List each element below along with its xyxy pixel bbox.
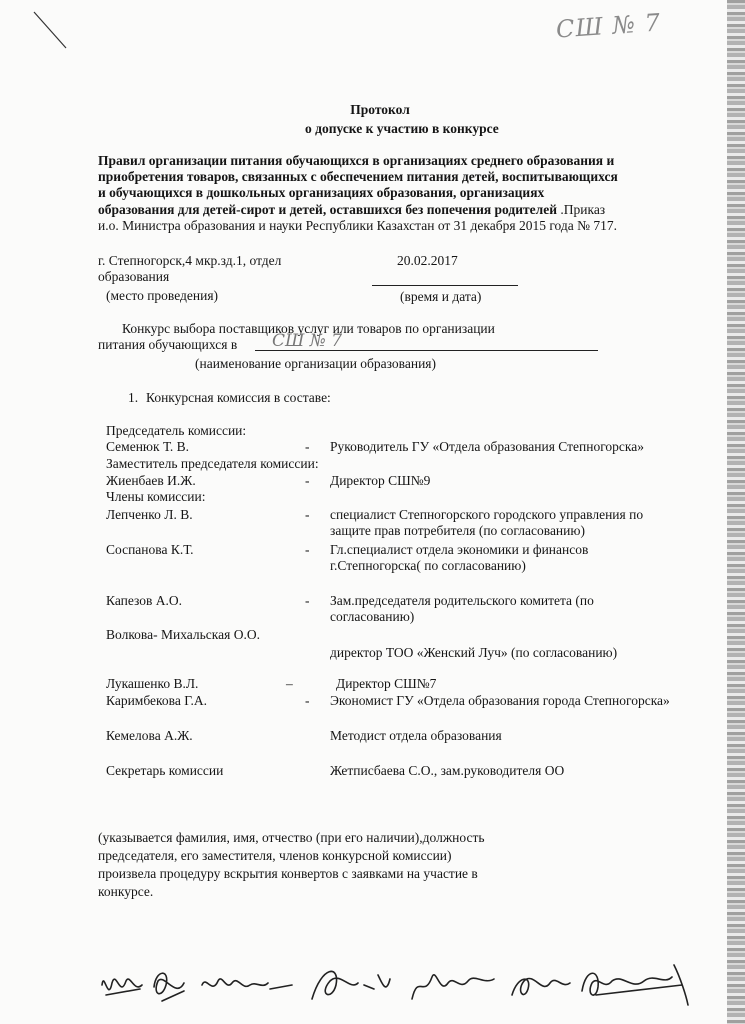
member-2-role-line-1: Гл.специалист отдела экономики и финансов: [330, 542, 589, 557]
member-1-role-line-2: защите прав потребителя (по согласованию): [330, 523, 585, 538]
member-6-role: Экономист ГУ «Отдела образования города Степногорска»: [330, 693, 670, 708]
member-2-role-line-2: г.Степногорска( по согласованию): [330, 558, 526, 573]
footer-line-1: (указывается фамилия, имя, отчество (при его наличии),должность: [98, 830, 485, 845]
contest-line-2: питания обучающихся в: [98, 337, 238, 352]
scan-edge: [727, 0, 745, 1024]
member-5-role: Директор СШ№7: [336, 676, 437, 691]
pen-mark: [32, 10, 72, 50]
member-7-name: Кемелова А.Ж.: [106, 728, 193, 743]
date-label: (время и дата): [400, 289, 482, 304]
contest-handwritten-school: СШ № 7: [272, 331, 343, 351]
place-line-1: г. Степногорск,4 мкр.зд.1, отдел: [98, 253, 282, 268]
place-label: (место проведения): [106, 288, 219, 303]
contest-line-1: Конкурс выбора поставщиков услуг или товаров по организации: [122, 321, 495, 336]
document-title: Протокол: [350, 102, 410, 117]
member-3-role-line-2: согласованию): [330, 609, 415, 624]
deputy-name: Жиенбаев И.Ж.: [106, 473, 196, 488]
rules-line-5: и.о. Министра образования и науки Республики Казахстан от 31 декабря 2015 года № 717.: [98, 218, 618, 233]
document-subtitle: о допуске к участию в конкурсе: [305, 121, 499, 136]
deputy-dash: -: [305, 473, 310, 488]
member-1-role-line-1: специалист Степногорского городского управления по: [330, 507, 644, 522]
member-7-role: Методист отдела образования: [330, 728, 502, 743]
signatures: [92, 955, 692, 1015]
chair-role: Руководитель ГУ «Отдела образования Степногорска»: [330, 439, 644, 454]
member-6-name: Каримбекова Г.А.: [106, 693, 207, 708]
deputy-heading: Заместитель председателя комиссии:: [106, 456, 319, 471]
secretary-label: Секретарь комиссии: [106, 763, 224, 778]
rules-line-3: и обучающихся в дошкольных организациях образования, организациях: [98, 185, 545, 200]
section-1-title: Конкурсная комиссия в составе:: [146, 390, 331, 405]
member-2-dash: -: [305, 542, 310, 557]
date-value: 20.02.2017: [397, 253, 458, 268]
rules-line-4-bold: образования для детей-сирот и детей, оставшихся без попечения родителей: [98, 202, 557, 217]
corner-handwritten-note: СШ № 7: [555, 8, 662, 44]
member-6-dash: -: [305, 693, 310, 708]
chair-name: Семенюк Т. В.: [106, 439, 189, 454]
member-3-name: Капезов А.О.: [106, 593, 183, 608]
footer-line-3: произвела процедуру вскрытия конвертов с заявками на участие в: [98, 866, 478, 881]
member-5-name: Лукашенко В.Л.: [106, 676, 199, 691]
date-underline: [372, 285, 518, 286]
rules-line-4-rest: .Приказ: [556, 202, 606, 217]
member-3-role-line-1: Зам.председателя родительского комитета (по: [330, 593, 594, 608]
member-1-name: Лепченко Л. В.: [106, 507, 193, 522]
member-2-name: Соспанова К.Т.: [106, 542, 194, 557]
secretary-name: Жетписбаева С.О., зам.руководителя ОО: [330, 763, 565, 778]
place-line-2: образования: [98, 269, 170, 284]
member-1-dash: -: [305, 507, 310, 522]
chair-heading: Председатель комиссии:: [106, 423, 247, 438]
member-5-dash: –: [286, 676, 293, 691]
section-1-number: 1.: [128, 390, 139, 405]
chair-dash: -: [305, 439, 310, 454]
members-heading: Члены комиссии:: [106, 489, 206, 504]
rules-line-4: [98, 202, 605, 218]
rules-line-1: Правил организации питания обучающихся в организациях среднего образования и: [98, 153, 615, 168]
deputy-role: Директор СШ№9: [330, 473, 431, 488]
contest-label: (наименование организации образования): [195, 356, 437, 371]
rules-line-2: приобретения товаров, связанных с обеспечением питания детей, воспитывающихся: [98, 169, 618, 184]
footer-line-4: конкурсе.: [98, 884, 154, 899]
member-4-role: директор ТОО «Женский Луч» (по согласованию): [330, 645, 618, 660]
member-4-name: Волкова- Михальская О.О.: [106, 627, 260, 642]
member-3-dash: -: [305, 593, 310, 608]
footer-line-2: председателя, его заместителя, членов конкурсной комиссии): [98, 848, 452, 863]
